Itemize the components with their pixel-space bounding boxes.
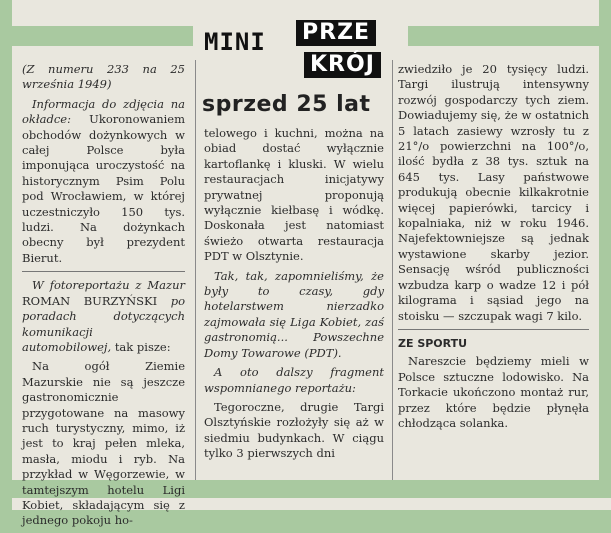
- column-2: [204, 126, 384, 466]
- source-note: (Z numeru 233 na 25 września 1949): [22, 62, 185, 92]
- paragraph-fragment-intro: A oto dalszy fragment wspomnianego reportażu:: [204, 365, 384, 395]
- logo-top: PRZE: [296, 20, 376, 46]
- mini-label: MINI: [204, 28, 266, 56]
- paragraph-comment: Tak, tak, zapomnieliśmy, że były to czasy, gdy hotelarstwem nierzadko zajmowała się Liga Kobiet, zaś gastronomią... Powszechne Domy Towarowe (PDT).: [204, 268, 384, 360]
- green-band-right: [599, 0, 611, 498]
- column-divider-2: [392, 60, 393, 480]
- cover-lead: Informacja do zdjęcia na okładce:: [22, 96, 185, 127]
- column-divider-1: [195, 60, 196, 480]
- paragraph-reportage-intro: [22, 278, 185, 355]
- masthead: [200, 14, 405, 84]
- reportage-tail: tak pisze:: [114, 339, 171, 354]
- green-band-top-left: [0, 26, 193, 46]
- column-3: [398, 62, 589, 435]
- cover-body: Ukoronowaniem obchodów dożynkowych w całej Polsce była imponująca uroczystość na historycznym Psim Polu pod Wrocławiem, w której uczestniczyło 150 tys. ludzi. Na dożynkach obecny był prezydent Bierut.: [22, 112, 185, 265]
- paragraph-fair-continued: zwiedziło je 20 tysięcy ludzi. Targi ilustrują intensywny rozwój gospodarczy tych ziem. Dowiadujemy się, że w ostatnich 5 latach zasiewy wzrosły tu z 21°/o powierzchni na 100°/o, ilość bydła z 38 tys. sztuk na 645 tys. Lasy państwowe produkują obecnie kilkakrotnie więcej papierówki, tarcicy i kopalniaka, niż w roku 1946. Najefektowniejsze są jednak wystawione skarby jezior. Sensację wśród publiczności wzbudza karp o wadze 12 i pół kilograma i sąsiad jego na stoisku — szczupak wagi 7 kilo.: [398, 62, 589, 323]
- column-1: [22, 62, 185, 533]
- paragraph-continuation: telowego i kuchni, można na obiad dostać wyłącznie kartoflankę i kluski. W wielu restauracjach inicjatywy prywatnej proponują wyłącznie kiełbasę i wódkę. Doskonała jest natomiast świeżo otwarta restauracja PDT w Olsztynie.: [204, 126, 384, 264]
- green-band-top-right: [408, 26, 611, 46]
- paragraph-cover-info: [22, 97, 185, 266]
- headline: sprzed 25 lat: [202, 92, 371, 117]
- divider: [398, 329, 589, 330]
- section-heading-sport: ZE SPORTU: [398, 336, 468, 350]
- green-band-left: [0, 26, 12, 498]
- paragraph-sport: Nareszcie będziemy mieli w Polsce sztuczne lodowisko. Na Torkacie ukończono montaż rur, przez które będzie płynęła chłodząca solanka.: [398, 354, 589, 430]
- paragraph-fair: Tegoroczne, drugie Targi Olsztyńskie rozłożyły się aż w siedmiu budynkach. W ciągu tylko 3 pierwszych dni: [204, 399, 384, 461]
- reportage-author: ROMAN BURZYŃSKI: [22, 293, 158, 308]
- paragraph-mazury: Na ogół Ziemie Mazurskie nie są jeszcze gastronomicznie przygotowane na masowy ruch turystyczny, mimo, iż jest to kraj pełen mleka, masła, miodu i ryb. Na przykład w Węgorzewie, w tamtejszym hotelu Ligi Kobiet, składającym się z jednego pokoju ho-: [22, 359, 185, 528]
- logo-bottom: KRÓJ: [304, 52, 381, 78]
- reportage-lead: W fotoreportażu z Mazur: [32, 278, 185, 293]
- divider: [22, 271, 185, 272]
- reportage-rest: po poradach dotyczących komunikacji automobilowej,: [22, 293, 186, 354]
